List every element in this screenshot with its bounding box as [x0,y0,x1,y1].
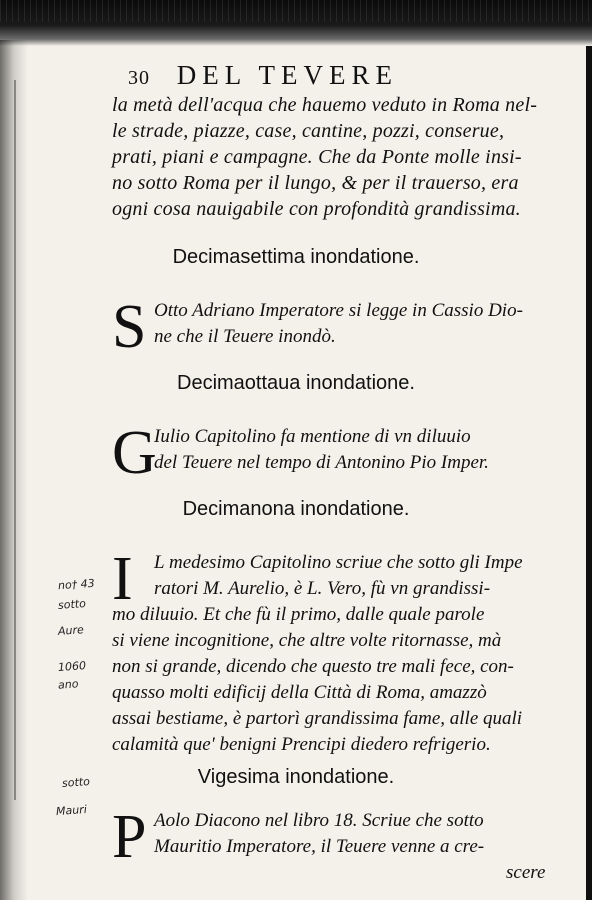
running-title: DEL TEVERE [176,60,398,90]
text-line: Aolo Diacono nel libro 18. Scriue che sotto [154,810,484,831]
text-line: Mauritio Imperatore, il Teuere venne a cre- [154,836,485,857]
text-line: Iulio Capitolino fa mentione di vn diluuio [154,426,471,447]
text-line: assai bestiame, è partorì grandissima fame, alle quali [112,708,523,729]
scan-top-noise [0,0,592,22]
text-line: quasso molti edificij della Città di Roma, amazzò [112,682,487,703]
section-paragraph [112,803,562,888]
section-paragraph [112,545,562,760]
text-line: calamità que' benigni Prencipi diedero refrigerio. [112,734,491,755]
margin-note: sotto [57,597,87,612]
drop-cap: S [112,293,147,361]
catchword: scere [506,862,546,883]
text-line: del Teuere nel tempo di Antonino Pio Imper. [154,452,489,473]
page-fold-line [14,80,16,800]
section-heading: Decimanona inondatione. [182,498,410,520]
text-line: ne che il Teuere inondò. [154,326,336,347]
text-line: le strade, piazze, case, cantine, pozzi, conserue, [112,120,505,142]
page-number: 30 [128,67,150,89]
drop-cap: G [112,419,157,487]
text-line: mo diluuio. Et che fù il primo, dalle quale parole [112,604,485,625]
text-line: si viene incognitione, che altre volte ritornasse, mà [112,630,502,651]
drop-cap: I [112,545,133,613]
section-heading: Vigesima inondatione. [197,766,395,788]
margin-note: ano [57,677,79,692]
drop-cap: P [112,803,147,871]
margin-note: sotto [61,775,91,790]
text-line: non si grande, dicendo che questo tre mali fece, con- [112,656,514,677]
text-line: Otto Adriano Imperatore si legge in Cassio Dio- [154,300,523,321]
text-line: ogni cosa nauigabile con profondità grandissima. [112,198,521,220]
margin-note: no† 43 [57,576,96,593]
text-line: no sotto Roma per il lungo, & per il trauerso, era [112,172,519,194]
section-heading: Decimasettima inondatione. [172,246,420,268]
margin-note: Aure [57,623,85,638]
running-header [128,60,398,91]
section-paragraph [112,293,562,361]
text-line: la metà dell'acqua che hauemo veduto in Roma nel- [112,94,538,116]
section-heading: Decimaottaua inondatione. [177,372,415,394]
margin-note: 1060 [57,659,87,674]
intro-paragraph [112,92,558,222]
text-line: ratori M. Aurelio, è L. Vero, fù vn grandissi- [154,578,491,599]
section-paragraph [112,419,562,487]
margin-note: Mauri [55,802,88,819]
text-line: L medesimo Capitolino scriue che sotto gli Impe [154,552,523,573]
text-line: prati, piani e campagne. Che da Ponte molle insi- [112,146,522,168]
